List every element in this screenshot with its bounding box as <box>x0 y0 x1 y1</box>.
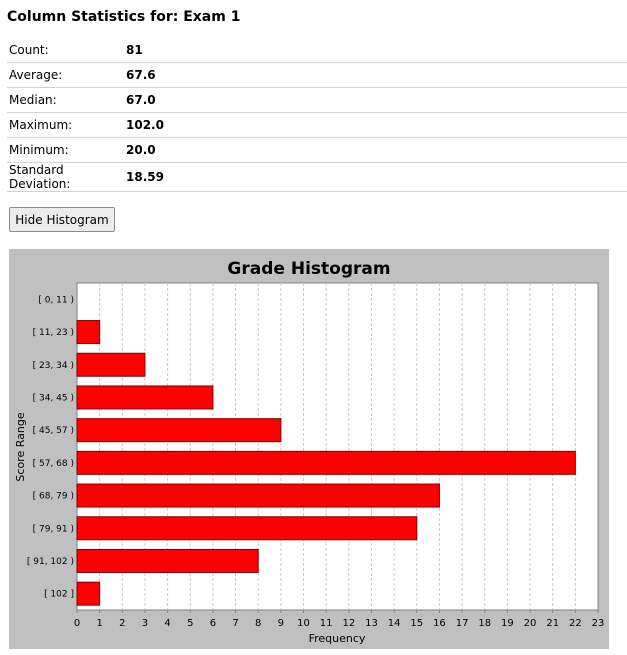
y-axis-label: Score Range <box>14 412 27 482</box>
category-label: [ 11, 23 ) <box>32 328 74 339</box>
histogram-bar <box>77 517 417 540</box>
statistics-table <box>7 38 627 192</box>
stat-label: Average: <box>7 63 124 88</box>
category-label: [ 68, 79 ) <box>32 491 74 502</box>
x-tick-label: 18 <box>478 618 492 629</box>
stat-row-maximum <box>7 113 627 138</box>
chart-title: Grade Histogram <box>227 259 391 279</box>
stat-row-minimum <box>7 138 627 163</box>
page-title: Column Statistics for: Exam 1 <box>7 9 241 25</box>
category-label: [ 57, 68 ) <box>32 458 74 469</box>
category-label: [ 23, 34 ) <box>32 360 74 371</box>
x-tick-label: 13 <box>365 618 378 629</box>
x-axis-label: Frequency <box>308 632 366 645</box>
histogram-bar <box>77 451 575 474</box>
stat-value: 81 <box>124 38 627 63</box>
x-tick-label: 19 <box>501 618 514 629</box>
category-label: [ 45, 57 ) <box>32 426 74 437</box>
x-tick-label: 4 <box>164 618 171 629</box>
x-tick-label: 5 <box>187 618 194 629</box>
hide-histogram-button[interactable]: Hide Histogram <box>9 207 115 232</box>
x-tick-label: 2 <box>119 618 126 629</box>
stat-value: 67.6 <box>124 63 627 88</box>
x-tick-labels <box>74 610 605 629</box>
stat-row-count <box>7 38 627 63</box>
stat-value: 20.0 <box>124 138 627 163</box>
histogram-chart <box>9 249 609 649</box>
x-tick-label: 8 <box>255 618 262 629</box>
histogram-bar <box>77 386 213 409</box>
x-tick-label: 7 <box>232 618 239 629</box>
x-tick-label: 10 <box>297 618 310 629</box>
histogram-bar <box>77 484 439 507</box>
stat-label: Minimum: <box>7 138 124 163</box>
stat-label: Median: <box>7 88 124 113</box>
stat-value: 67.0 <box>124 88 627 113</box>
category-label: [ 102 ] <box>44 589 74 600</box>
stat-row-average <box>7 63 627 88</box>
category-label: [ 91, 102 ) <box>26 556 74 567</box>
category-labels <box>27 295 74 599</box>
histogram-bar <box>77 582 100 605</box>
stat-label: Maximum: <box>7 113 124 138</box>
stat-label: Standard Deviation: <box>7 163 124 192</box>
histogram-bar <box>77 321 100 344</box>
stat-label: Count: <box>7 38 124 63</box>
x-tick-label: 12 <box>342 618 356 629</box>
x-tick-label: 14 <box>387 618 401 629</box>
x-tick-label: 16 <box>433 618 446 629</box>
x-tick-label: 0 <box>73 618 81 629</box>
category-label: [ 79, 91 ) <box>32 524 74 535</box>
x-tick-label: 20 <box>523 618 537 629</box>
histogram-bar <box>77 549 258 572</box>
stat-value: 18.59 <box>124 163 627 192</box>
x-tick-label: 15 <box>410 618 424 629</box>
x-tick-label: 11 <box>319 618 333 629</box>
x-tick-label: 23 <box>591 618 605 629</box>
histogram-bar <box>77 419 281 442</box>
category-label: [ 0, 11 ) <box>38 295 74 306</box>
x-tick-label: 3 <box>141 618 149 629</box>
x-tick-label: 21 <box>546 618 560 629</box>
x-tick-label: 17 <box>455 618 469 629</box>
x-tick-label: 1 <box>96 618 103 629</box>
x-tick-label: 6 <box>209 618 217 629</box>
category-label: [ 34, 45 ) <box>32 393 74 404</box>
stat-value: 102.0 <box>124 113 627 138</box>
x-tick-label: 22 <box>568 618 582 629</box>
stat-row-standard-deviation <box>7 163 627 192</box>
histogram-bar <box>77 353 145 376</box>
x-tick-label: 9 <box>277 618 285 629</box>
histogram-panel <box>9 249 609 649</box>
stat-row-median <box>7 88 627 113</box>
